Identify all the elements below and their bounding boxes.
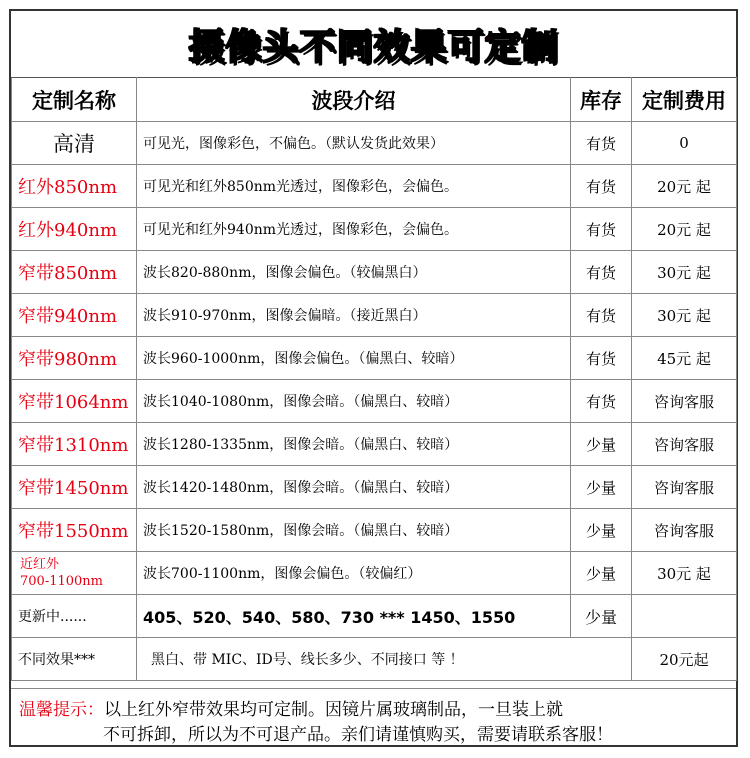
table-row <box>12 337 737 380</box>
row-stock: 有货 <box>571 294 632 337</box>
updating-fee <box>632 595 737 638</box>
updating-bands: 405、520、540、580、730 *** 1450、1550 <box>137 595 571 638</box>
misc-desc: 黑白、带 MIC、ID号、线长多少、不同接口 等 ！ <box>137 638 632 681</box>
row-desc: 波长700-1100nm，图像会偏色。（较偏红） <box>137 552 571 595</box>
row-desc: 波长960-1000nm，图像会偏色。（偏黑白、较暗） <box>137 337 571 380</box>
table-row <box>12 251 737 294</box>
row-fee: 咨询客服 <box>632 423 737 466</box>
row-desc: 波长1040-1080nm，图像会暗。（偏黑白、较暗） <box>137 380 571 423</box>
footer-notice <box>11 688 736 746</box>
row-fee: 0 <box>632 122 737 165</box>
header-fee: 定制费用 <box>632 78 737 122</box>
row-name: 红外940nm <box>12 208 137 251</box>
row-stock: 少量 <box>571 423 632 466</box>
table-row <box>12 552 737 595</box>
row-fee: 30元 起 <box>632 251 737 294</box>
footer-line2: 不可拆卸，所以为不可退产品。亲们请谨慎购买，需要请联系客服！ <box>103 725 613 745</box>
row-name-line1: 近红外 <box>20 557 60 572</box>
row-stock: 有货 <box>571 208 632 251</box>
row-stock: 有货 <box>571 122 632 165</box>
updating-stock: 少量 <box>571 595 632 638</box>
row-name: 窄带1310nm <box>12 423 137 466</box>
row-desc: 波长820-880nm，图像会偏色。（较偏黑白） <box>137 251 571 294</box>
table-row <box>12 208 737 251</box>
row-desc: 波长1280-1335nm，图像会暗。（偏黑白、较暗） <box>137 423 571 466</box>
row-fee: 咨询客服 <box>632 466 737 509</box>
row-name: 窄带1450nm <box>12 466 137 509</box>
table-row <box>12 423 737 466</box>
header-name: 定制名称 <box>12 78 137 122</box>
page-title-text: 摄像头不同效果可定制 <box>188 26 559 68</box>
footer-line1 <box>19 695 563 720</box>
row-name: 窄带940nm <box>12 294 137 337</box>
header-stock: 库存 <box>571 78 632 122</box>
table-row <box>12 380 737 423</box>
row-desc: 可见光，图像彩色，不偏色。（默认发货此效果） <box>137 122 571 165</box>
row-name-line2: 700-1100nm <box>20 574 103 589</box>
row-fee: 30元 起 <box>632 552 737 595</box>
row-stock: 有货 <box>571 380 632 423</box>
page-title <box>11 11 736 77</box>
row-fee: 咨询客服 <box>632 380 737 423</box>
row-stock: 少量 <box>571 509 632 552</box>
row-fee: 20元 起 <box>632 165 737 208</box>
row-desc: 波长910-970nm，图像会偏暗。（接近黑白） <box>137 294 571 337</box>
row-name: 窄带980nm <box>12 337 137 380</box>
footer-line1-text: 以上红外窄带效果均可定制。因镜片属玻璃制品，一旦装上就 <box>104 700 563 720</box>
misc-row <box>12 638 737 681</box>
row-desc: 波长1520-1580nm，图像会暗。（偏黑白、较暗） <box>137 509 571 552</box>
row-stock: 有货 <box>571 251 632 294</box>
footer-tip-label: 温馨提示： <box>19 700 104 720</box>
row-desc: 可见光和红外850nm光透过，图像彩色，会偏色。 <box>137 165 571 208</box>
row-name: 红外850nm <box>12 165 137 208</box>
table-row <box>12 294 737 337</box>
row-fee: 20元 起 <box>632 208 737 251</box>
row-fee: 30元 起 <box>632 294 737 337</box>
price-sheet <box>9 9 738 747</box>
row-desc: 可见光和红外940nm光透过，图像彩色，会偏色。 <box>137 208 571 251</box>
misc-fee: 20元起 <box>632 638 737 681</box>
row-stock: 少量 <box>571 552 632 595</box>
row-name: 窄带850nm <box>12 251 137 294</box>
row-name <box>12 552 137 595</box>
table-row <box>12 466 737 509</box>
table-row <box>12 122 737 165</box>
row-name: 高清 <box>12 122 137 165</box>
row-stock: 有货 <box>571 165 632 208</box>
table-row <box>12 509 737 552</box>
row-stock: 有货 <box>571 337 632 380</box>
row-name: 窄带1064nm <box>12 380 137 423</box>
row-name: 窄带1550nm <box>12 509 137 552</box>
misc-label: 不同效果*** <box>12 638 137 681</box>
customization-table <box>11 77 737 681</box>
row-fee: 咨询客服 <box>632 509 737 552</box>
row-stock: 少量 <box>571 466 632 509</box>
updating-row <box>12 595 737 638</box>
updating-label: 更新中...... <box>12 595 137 638</box>
table-header-row <box>12 78 737 122</box>
header-band: 波段介绍 <box>137 78 571 122</box>
table-row <box>12 165 737 208</box>
row-desc: 波长1420-1480nm，图像会暗。（偏黑白、较暗） <box>137 466 571 509</box>
row-fee: 45元 起 <box>632 337 737 380</box>
